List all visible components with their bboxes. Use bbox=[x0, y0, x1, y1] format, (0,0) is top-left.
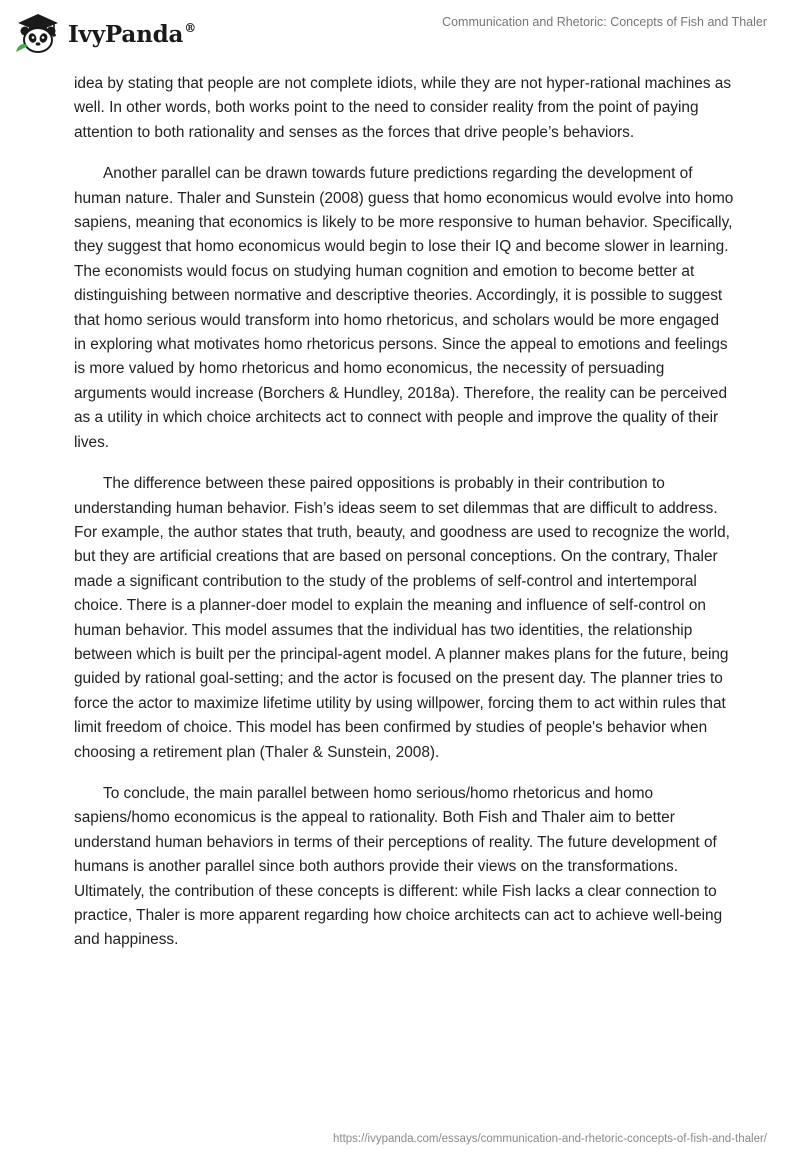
brand-name bbox=[68, 21, 196, 48]
brand-logo[interactable] bbox=[14, 8, 196, 56]
document-title: Communication and Rhetoric: Concepts of Fish and Thaler bbox=[442, 15, 767, 29]
paragraph: To conclude, the main parallel between homo serious/homo rhetoricus and homo sapiens/homo economicus is the appeal to rationality. Both Fish and Thaler aim to better understand human behaviors in terms of their perceptions of reality. The future development of humans is another parallel since both authors provide their views on the transformations. Ultimately, the contribution of these concepts is different: while Fish lacks a clear connection to practice, Thaler is more apparent regarding how choice architects can act to achieve well-being and happiness. bbox=[74, 784, 723, 949]
paragraph-continued: idea by stating that people are not complete idiots, while they are not hyper-rational machines as well. In other words, both works point to the need to consider reality from the point of paying attention to both rationality and senses as the forces that drive people’s behaviors. bbox=[74, 75, 732, 141]
paragraph: The difference between these paired oppositions is probably in their contribution to understanding human behavior. Fish’s ideas seem to set dilemmas that are difficult to address. For example, the author states that truth, beauty, and goodness are used to recognize the world, but they are artificial creations that are based on personal conceptions. On the contrary, Thaler made a significant contribution to the study of the problems of self-control and intertemporal choice. There is a planner-doer model to explain the meaning and influence of self-control on human behavior. This model assumes that the individual has two identities, the relationship between which is built per the principal-agent model. A planner makes plans for the future, being guided by rational goal-setting; and the actor is focused on the present day. The planner tries to force the actor to maximize lifetime utility by using willpower, forcing them to act within rules that limit freedom of choice. This model has been confirmed by studies of people's behavior when choosing a retirement plan (Thaler & Sunstein, 2008). bbox=[74, 475, 730, 761]
paragraph: Another parallel can be drawn towards future predictions regarding the development of human nature. Thaler and Sunstein (2008) guess that homo economicus would evolve into homo sapiens, meaning that economics is likely to be more responsive to human behavior. Specifically, they suggest that homo economicus would begin to lose their IQ and become slower in learning. The economists would focus on studying human cognition and emotion to become better at distinguishing between normative and descriptive theories. Accordingly, it is possible to suggest that homo serious would transform into homo rhetoricus, and scholars would be more engaged in exploring what motivates homo rhetoricus persons. Since the appeal to emotions and feelings is more valued by homo rhetoricus and homo economicus, the necessity of persuading arguments would increase (Borchers & Hundley, 2018a). Therefore, the reality can be perceived as a utility in which choice architects act to connect with people and improve the quality of their lives. bbox=[74, 165, 734, 451]
panda-graduation-cap-icon bbox=[14, 8, 62, 56]
essay-body bbox=[74, 72, 734, 970]
source-url-link[interactable]: https://ivypanda.com/essays/communication-and-rhetoric-concepts-of-fish-and-thaler/ bbox=[333, 1133, 767, 1145]
page-header bbox=[0, 0, 800, 70]
registered-mark: ® bbox=[184, 20, 196, 35]
brand-name-text: IvyPanda bbox=[68, 20, 184, 48]
